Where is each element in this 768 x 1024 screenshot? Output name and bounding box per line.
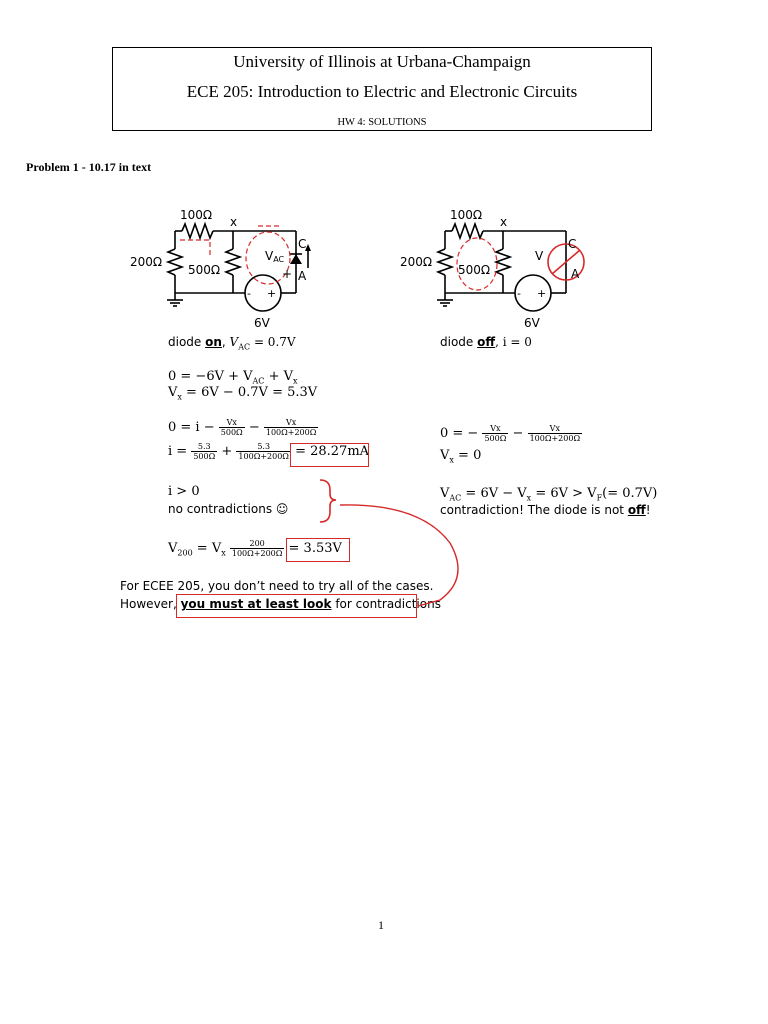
kcl-equation-off: 0 = − $\frac{Vx}{500\Omega}$ − $\frac{Vx}{100\Omega+200\Omega}$ (440, 424, 581, 443)
vac-equation: $V_{AC} = 6V - V_x = 6V > V_F(= 0.7V)$ (440, 486, 658, 503)
vx-equation: $V_x = 0$ (440, 448, 482, 465)
label-diode-plus: + (282, 267, 293, 281)
contradiction-note: contradiction! The diode is not off! (440, 503, 651, 517)
university-name: University of Illinois at Urbana-Champaign (233, 52, 531, 71)
current-result: = 28.27mA (295, 444, 370, 459)
label-source-minus: - (247, 287, 251, 300)
label-node-x: x (500, 215, 508, 229)
no-contradictions-note: no contradictions ☺ (168, 502, 289, 516)
label-v-ac: VAC (265, 249, 285, 264)
label-6v: 6V (524, 316, 540, 330)
label-source-plus: + (267, 287, 277, 300)
circuit-diagram-diode-off (390, 200, 590, 335)
label-node-c: C (568, 237, 577, 251)
kvl-equation-2: $V_x = 6V - 0.7V = 5.3V$ (168, 385, 318, 402)
current-solution: i = $\frac{5.3}{500\Omega}$ + $\frac{5.3}{100\Omega+200\Omega}$ = 28.27mA (168, 442, 370, 461)
v200-result: = 3.53V (288, 541, 342, 556)
label-node-a: A (298, 269, 307, 283)
case-diode-on: diode on, $V_{AC} = 0.7V$ (168, 335, 296, 352)
title-box (112, 47, 652, 131)
v200-equation: $V_{200} = V_x$ $\frac{200}{100\Omega+200\Omega}$ = 3.53V (168, 539, 342, 558)
label-node-x: x (230, 215, 238, 229)
note-line-2: However, you must at least look for contradictions (120, 597, 441, 611)
course-title: ECE 205: Introduction to Electric and Electronic Circuits (186, 82, 578, 101)
label-100-ohm: 100Ω (180, 208, 213, 222)
label-100-ohm: 100Ω (450, 208, 483, 222)
circuit-diagram-diode-on (120, 200, 320, 335)
label-500-ohm: 500Ω (188, 263, 221, 277)
kvl-equation-1: $0 = -6V + V_{AC} + V_x$ (168, 369, 298, 386)
current-result-highlight (290, 443, 369, 467)
note-line-1: For ECEE 205, you don’t need to try all of the cases. (120, 579, 434, 593)
label-6v: 6V (254, 316, 270, 330)
label-200-ohm: 200Ω (130, 255, 163, 269)
label-node-a: A (571, 267, 580, 281)
current-check: i > 0 (168, 484, 200, 499)
problem-title: Problem 1 - 10.17 in text (26, 160, 152, 174)
label-v: V (535, 249, 544, 263)
label-source-plus: + (537, 287, 547, 300)
page-number: 1 (378, 918, 384, 932)
label-200-ohm: 200Ω (400, 255, 433, 269)
case-diode-off: diode off, i = 0 (440, 335, 532, 349)
label-node-c: C (298, 237, 307, 251)
label-500-ohm: 500Ω (458, 263, 491, 277)
homework-label: HW 4: SOLUTIONS (337, 117, 427, 128)
kcl-equation-1: 0 = i − $\frac{Vx}{500\Omega}$ − $\frac{Vx}{100\Omega+200\Omega}$ (168, 418, 317, 437)
label-source-minus: - (517, 287, 521, 300)
